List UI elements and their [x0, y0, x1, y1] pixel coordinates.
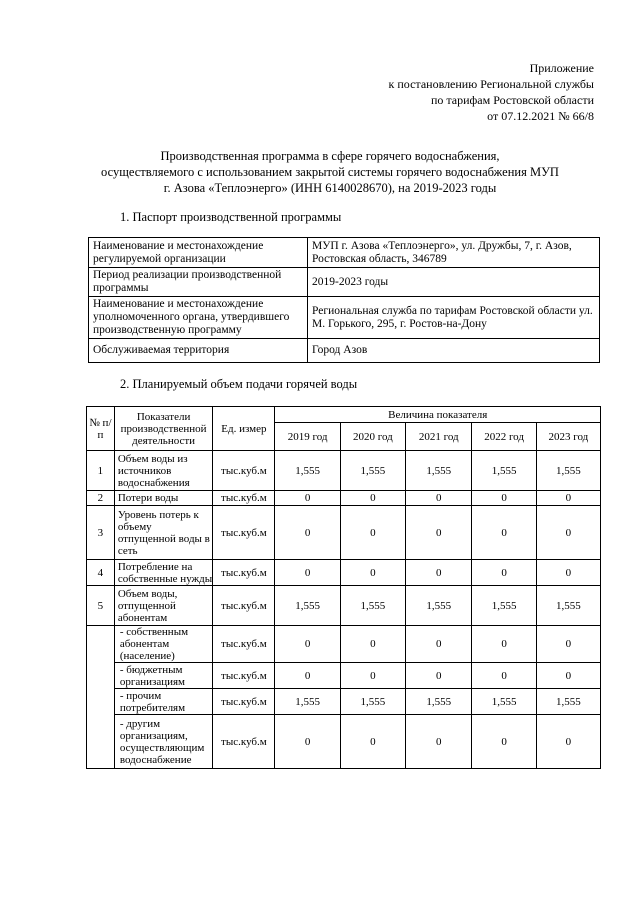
row-indicator: - собственным абонентам (население)	[114, 626, 213, 663]
table-row	[87, 506, 601, 560]
row-value: 0	[340, 506, 405, 560]
row-value: 0	[472, 626, 536, 663]
table-row	[87, 451, 601, 491]
row-value: 0	[536, 506, 600, 560]
row-value: 0	[406, 506, 472, 560]
passport-value: 2019-2023 годы	[308, 268, 600, 297]
row-value: 0	[406, 715, 472, 769]
table-row	[89, 297, 600, 339]
row-num: 3	[87, 506, 115, 560]
table-row	[87, 491, 601, 506]
row-value: 1,555	[406, 586, 472, 626]
row-value: 0	[472, 715, 536, 769]
appendix-header	[389, 60, 594, 124]
header-year: 2022 год	[472, 423, 536, 451]
passport-key: Наименование и местонахождение уполномоченного органа, утвердившего производственную программу	[89, 297, 308, 339]
document-title	[60, 148, 600, 196]
table-row	[89, 268, 600, 297]
passport-key: Период реализации производственной программы	[89, 268, 308, 297]
row-value: 0	[406, 491, 472, 506]
row-value: 1,555	[340, 586, 405, 626]
table-row	[89, 339, 600, 363]
row-value: 0	[536, 715, 600, 769]
row-value: 0	[340, 715, 405, 769]
row-value: 1,555	[536, 586, 600, 626]
row-unit: тыс.куб.м	[213, 560, 275, 586]
row-indicator: - другим организациям, осуществляющим водоснабжение	[114, 715, 213, 769]
passport-key: Обслуживаемая территория	[89, 339, 308, 363]
header-value-group: Величина показателя	[275, 407, 601, 423]
row-value: 0	[340, 491, 405, 506]
row-indicator: - бюджетным организациям	[114, 663, 213, 689]
row-value: 0	[275, 626, 340, 663]
header-num: № п/п	[87, 407, 115, 451]
row-unit: тыс.куб.м	[213, 491, 275, 506]
row-value: 1,555	[275, 689, 340, 715]
row-indicator: - прочим потребителям	[114, 689, 213, 715]
row-num: 5	[87, 586, 115, 626]
row-value: 0	[536, 560, 600, 586]
row-num	[87, 626, 115, 769]
section-heading-passport: 1. Паспорт производственной программы	[120, 210, 342, 224]
passport-table	[88, 237, 600, 363]
table-row	[87, 663, 601, 689]
row-indicator: Объем воды, отпущенной абонентам	[114, 586, 213, 626]
table-row	[89, 238, 600, 268]
row-indicator: Потребление на собственные нужды	[114, 560, 213, 586]
passport-value: Региональная служба по тарифам Ростовской области ул. М. Горького, 295, г. Ростов-на-Дону	[308, 297, 600, 339]
appendix-line: Приложение	[529, 61, 594, 75]
header-year: 2019 год	[275, 423, 340, 451]
row-value: 0	[406, 663, 472, 689]
row-num: 1	[87, 451, 115, 491]
row-indicator: Объем воды из источников водоснабжения	[114, 451, 213, 491]
row-value: 0	[340, 560, 405, 586]
passport-value: МУП г. Азова «Теплоэнерго», ул. Дружбы, 7, г. Азов, Ростовская область, 346789	[308, 238, 600, 268]
row-value: 0	[472, 560, 536, 586]
row-value: 0	[275, 491, 340, 506]
header-unit: Ед. измер	[213, 407, 275, 451]
row-unit: тыс.куб.м	[213, 626, 275, 663]
section-heading-volume: 2. Планируемый объем подачи горячей воды	[120, 377, 358, 391]
row-indicator: Потери воды	[114, 491, 213, 506]
row-num: 4	[87, 560, 115, 586]
row-unit: тыс.куб.м	[213, 586, 275, 626]
row-indicator: Уровень потерь к объему отпущенной воды в сеть	[114, 506, 213, 560]
row-unit: тыс.куб.м	[213, 663, 275, 689]
row-value: 0	[275, 663, 340, 689]
title-line: г. Азова «Теплоэнерго» (ИНН 6140028670), на 2019-2023 годы	[163, 181, 497, 195]
appendix-line: по тарифам Ростовской области	[430, 93, 594, 107]
table-row	[87, 560, 601, 586]
row-value: 0	[340, 663, 405, 689]
header-year: 2023 год	[536, 423, 600, 451]
table-header-row	[87, 407, 601, 423]
row-value: 0	[275, 560, 340, 586]
row-unit: тыс.куб.м	[213, 689, 275, 715]
row-value: 0	[275, 715, 340, 769]
row-value: 1,555	[536, 689, 600, 715]
row-value: 1,555	[275, 451, 340, 491]
row-value: 1,555	[406, 451, 472, 491]
row-value: 1,555	[340, 451, 405, 491]
row-value: 0	[536, 663, 600, 689]
row-value: 0	[275, 506, 340, 560]
row-value: 1,555	[472, 689, 536, 715]
row-value: 1,555	[275, 586, 340, 626]
header-indicator: Показатели производственной деятельности	[114, 407, 213, 451]
title-line: осуществляемого с использованием закрытой системы горячего водоснабжения МУП	[101, 165, 559, 179]
row-value: 0	[406, 560, 472, 586]
row-value: 1,555	[472, 586, 536, 626]
passport-key: Наименование и местонахождение регулируемой организации	[89, 238, 308, 268]
appendix-line: к постановлению Региональной службы	[388, 77, 594, 91]
row-unit: тыс.куб.м	[213, 715, 275, 769]
row-value: 0	[472, 506, 536, 560]
header-year: 2020 год	[340, 423, 405, 451]
row-value: 1,555	[340, 689, 405, 715]
row-value: 0	[472, 491, 536, 506]
volume-table	[86, 406, 601, 769]
title-line: Производственная программа в сфере горячего водоснабжения,	[160, 149, 500, 163]
row-unit: тыс.куб.м	[213, 506, 275, 560]
row-value: 0	[472, 663, 536, 689]
row-value: 0	[536, 626, 600, 663]
header-year: 2021 год	[406, 423, 472, 451]
row-value: 0	[536, 491, 600, 506]
table-row	[87, 586, 601, 626]
row-value: 0	[406, 626, 472, 663]
row-value: 1,555	[536, 451, 600, 491]
appendix-date: от 07.12.2021 № 66/8	[487, 109, 594, 123]
row-unit: тыс.куб.м	[213, 451, 275, 491]
row-value: 0	[340, 626, 405, 663]
row-num: 2	[87, 491, 115, 506]
passport-value: Город Азов	[308, 339, 600, 363]
table-row	[87, 626, 601, 663]
row-value: 1,555	[406, 689, 472, 715]
table-row	[87, 689, 601, 715]
row-value: 1,555	[472, 451, 536, 491]
table-row	[87, 715, 601, 769]
